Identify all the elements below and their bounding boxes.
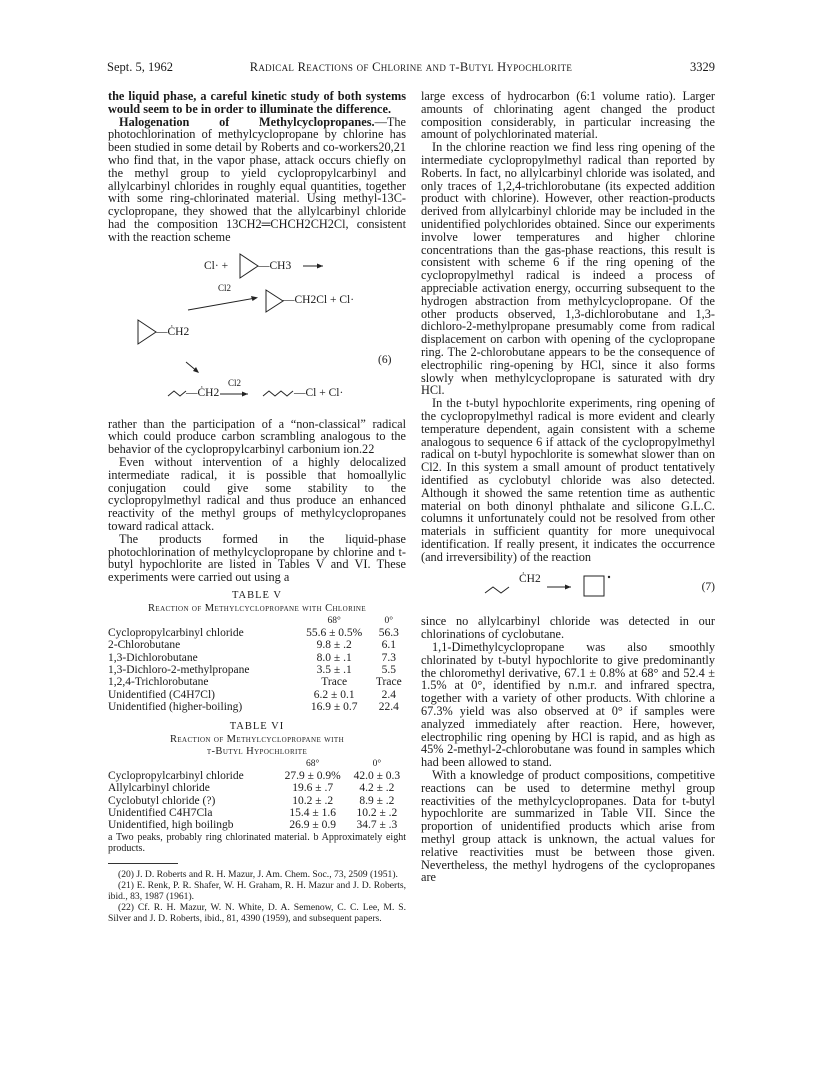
paragraph-chlorine-reaction: In the chlorine reaction we find less ring opening of the intermediate cyclopropylmethyl radical than reported by Roberts. In fact, no allylcarbinyl chloride was isolated, and only traces of 1,2,4-trichlorobutane (its expected addition product with chlorine). However, other reaction-products derived from allylcarbinyl chloride may be included in the unidentified polychlorides obtained. Since our experiments involve lower temperatures and higher chlorine concentrations than the gas-phase reactions, this result is consistent with scheme 6 if the ring opening of the cyclopropylmethyl radical is indeed a process of appreciable activation energy, occurring subsequent to the hydrogen abstraction from methylcyclopropane. Of the other products observed, 1,3-dichlorobutane and 1,3-dichloro-2-methylpropane presumably come from radical displacement on carbon with opening of the cyclopropane ring. The 2-chlorobutane appears to be the consequence of electrophilic ring-opening by HCl, since it also forms slowly when methylcyclopropane is saturated with dry HCl.: [421, 140, 715, 398]
scheme-product-chloride: —CH2Cl + Cl·: [283, 293, 355, 306]
table-6-footnote: a Two peaks, probably ring chlorinated material. b Approximately eight products.: [108, 831, 406, 855]
table-row: [108, 664, 406, 676]
cell-value: 27.9 ± 0.9%: [284, 770, 341, 783]
table-6-caption-line2: t-Butyl Hypochlorite: [206, 745, 308, 757]
section-heading: Halogenation of Methylcyclopropanes.: [119, 114, 375, 129]
header-title: Radical Reactions of Chlorine and t-Butyl Hypochlorite: [249, 60, 573, 74]
table-row: [108, 701, 406, 713]
table-6-title: TABLE VI: [229, 721, 285, 733]
table-row: [108, 627, 406, 639]
scheme-6-drawing: [108, 248, 406, 416]
table-row: [108, 689, 406, 701]
page-number: 3329: [690, 60, 715, 74]
right-column: [421, 90, 715, 884]
column-header: 68°: [306, 758, 320, 769]
paragraph-nonclassical: rather than the participation of a “non-classical” radical which could produce carbon scrambling analogous to the behavior of the cyclopropylcarbinyl carbonium ion.22: [108, 416, 406, 457]
column-header: 0°: [384, 615, 394, 626]
table-row: [108, 639, 406, 651]
references: [108, 863, 406, 924]
paragraph-halogenation: [108, 116, 406, 244]
cell-compound: 1,3-Dichloro-2-methylpropane: [108, 663, 250, 676]
paragraph-halogenation-text: —The photochlorination of methylcyclopropane by chlorine has been studied in some detail by Roberts and co-workers20,21 who find that, in the vapor phase, attack occurs chiefly on the methyl group to yield cyclopropylcarbinyl and allylcarbinyl chlorides in roughly equal quantities, together with some ring-chlorinated material. Using methyl-13C-cyclopropane, they showed that the allylcarbinyl chloride had the composition 13CH2═CHCH2CH2Cl, consistent with the reaction scheme: [108, 114, 406, 244]
left-column: [108, 90, 406, 924]
table-row: [108, 807, 406, 819]
cyclobutyl-ring-icon: [584, 576, 604, 596]
cell-value: 3.5 ± .1: [316, 663, 352, 676]
cell-compound: Allylcarbinyl chloride: [108, 782, 210, 795]
cell-value: 55.6 ± 0.5%: [306, 627, 363, 640]
cyclopropane-ring-icon: [266, 290, 283, 312]
cell-value: 4.2 ± .2: [359, 782, 395, 795]
paragraph-continued: the liquid phase, a careful kinetic study of both systems would seem to be in order to illuminate the difference.: [108, 89, 406, 116]
table-header-row: [108, 615, 406, 627]
cell-value: Trace: [321, 676, 348, 689]
reference-item: (22) Cf. R. H. Mazur, W. N. White, D. A. Semenow, C. C. Lee, M. S. Silver and J. D. Roberts, ibid., 81, 4390 (1959), and subsequent papers.: [108, 901, 406, 924]
paragraph-competitive: With a knowledge of product compositions, competitive reactions can be used to determine methyl group reactivities of the methylcyclopropanes. Data for t-butyl hypochlorite are summarized in Table VII. Since the proportion of unidentified products which arise from methyl group attack is unknown, the actual values for relative reactivities must be between those given. Nevertheless, the methyl hydrogens of the cyclopropanes are: [421, 768, 715, 885]
cell-value: 7.3: [381, 651, 396, 664]
cell-compound: Unidentified, high boilingb: [108, 819, 234, 832]
cell-compound: 1,3-Dichlorobutane: [108, 651, 198, 664]
paragraph-continued: large excess of hydrocarbon (6:1 volume ratio). Larger amounts of chlorinating agent changed the product composition considerably, in particular increasing the amount of polychlorinated material.: [421, 89, 715, 142]
table-row: [108, 819, 406, 831]
cell-value: 19.6 ± .7: [292, 782, 334, 795]
cell-value: 5.5: [381, 663, 396, 676]
table-row: [108, 652, 406, 664]
column-header: 68°: [327, 615, 341, 626]
table-5-title: TABLE V: [231, 589, 282, 601]
cell-value: 2.4: [381, 688, 396, 701]
scheme-methyl: —CH3: [258, 259, 292, 272]
cell-value: 6.1: [381, 639, 396, 652]
scheme-reactant-radical: Cl· +: [204, 259, 229, 272]
table-row: [108, 782, 406, 794]
cell-value: 22.4: [378, 700, 399, 713]
cell-compound: 2-Chlorobutane: [108, 639, 181, 652]
equation-number: (7): [701, 581, 715, 594]
cyclopropane-ring-icon: [138, 320, 156, 344]
paragraph-products: The products formed in the liquid-phase photochlorination of methylcyclopropane by chlorine and t-butyl hypochlorite are listed in Tables V and VI. These experiments were carried out using a: [108, 531, 406, 585]
equation-number: (6): [378, 353, 392, 366]
cell-value: 42.0 ± 0.3: [353, 770, 401, 783]
reference-item: (21) E. Renk, P. R. Shafer, W. H. Graham, R. H. Mazur and J. D. Roberts, ibid., 83, 1987 (1961).: [108, 879, 406, 902]
reaction-equation-7: [421, 567, 715, 611]
butenyl-chain-icon: [168, 391, 186, 396]
table-header-row: [108, 758, 406, 770]
table-6-caption: Reaction of Methylcyclopropane with: [169, 733, 345, 745]
cell-compound: Unidentified (higher-boiling): [108, 700, 243, 713]
reaction-scheme-6: [108, 248, 406, 416]
cell-value: 56.3: [378, 627, 399, 640]
table-row: [108, 770, 406, 782]
cell-value: 6.2 ± 0.1: [313, 688, 355, 701]
scheme-radical: —ĊH2: [156, 325, 190, 338]
cyclopropane-ring-icon: [240, 254, 258, 278]
footnote-divider: [108, 863, 178, 864]
scheme-reagent-cl2: Cl2: [218, 282, 232, 293]
table-6: [108, 758, 406, 832]
cell-compound: Cyclobutyl chloride (?): [108, 794, 216, 807]
equation-7-radical: ĊH2: [519, 573, 541, 586]
cell-value: 8.9 ± .2: [359, 794, 395, 807]
cell-value: Trace: [375, 676, 402, 689]
table-row: [108, 676, 406, 688]
cell-value: 34.7 ± .3: [356, 819, 398, 832]
cell-compound: Unidentified (C4H7Cl): [108, 688, 215, 701]
scheme-final-product: —Cl + Cl·: [294, 386, 344, 399]
cell-value: 8.0 ± .1: [316, 651, 352, 664]
running-header: [107, 60, 715, 76]
butenyl-chain-icon: [485, 587, 509, 593]
scheme-open-radical: —ĊH2: [186, 386, 220, 399]
cell-value: 9.8 ± .2: [316, 639, 352, 652]
cell-value: 26.9 ± 0.9: [289, 819, 336, 832]
column-header: 0°: [372, 758, 382, 769]
reference-item: (20) J. D. Roberts and R. H. Mazur, J. Am. Chem. Soc., 73, 2509 (1951).: [118, 868, 398, 880]
cell-value: 10.2 ± .2: [356, 807, 398, 820]
table-row: [108, 795, 406, 807]
cell-compound: Unidentified C4H7Cla: [108, 807, 213, 820]
butenyl-chain-icon: [263, 391, 293, 396]
cell-compound: Cyclopropylcarbinyl chloride: [108, 627, 244, 640]
table-5: [108, 615, 406, 713]
cell-value: 16.9 ± 0.7: [310, 700, 358, 713]
paragraph-homoallylic: Even without intervention of a highly delocalized intermediate radical, it is possible that homoallylic conjugation could give some stability to the cyclopropylmethyl radical and thus produce an enhanced reactivity of the methyl groups of methylcyclopropanes toward radical attack.: [108, 454, 406, 533]
scheme-reagent-cl2: Cl2: [228, 377, 242, 388]
paragraph-hypochlorite: In the t-butyl hypochlorite experiments, ring opening of the cyclopropylmethyl radical is more evident and clearly temperature dependent, again consistent with a scheme analogous to sequence 6 if attack of the cyclopropylmethyl radical on t-butyl hypochlorite is somewhat slower than on Cl2. In this system a small amount of product tentatively identified as cyclobutyl chloride was also detected. Although it showed the same retention time as authentic material on both dinonyl phthalate and silicone G.L.C. columns it unfortunately could not be resolved from other materials in sufficient quantity for more unequivocal identification. If really present, it indicates the occurrence (and irreversibility) of the reaction: [421, 396, 715, 564]
cell-value: 15.4 ± 1.6: [289, 807, 336, 820]
paragraph-no-allylcarbinyl: since no allylcarbinyl chloride was detected in our chlorinations of cyclobutane.: [421, 614, 715, 642]
header-date: Sept. 5, 1962: [107, 60, 173, 74]
paragraph-dimethylcyclopropane: 1,1-Dimethylcyclopropane was also smoothly chlorinated by t-butyl hypochlorite to give predominantly the chloromethyl derivative, 67.1 ± 0.8% at 68° and 52.4 ± 1.5% at 0°, identified by n.m.r. and infrared spectra, together with a variety of other products. With chlorine a 67.3% yield was also observed at 0° if samples were analyzed immediately after reaction. Here, however, electrophilic ring opening by HCl is rapid, and as high as 45% 2-methyl-2-chlorobutane was found in samples which had been allowed to stand.: [421, 640, 715, 770]
cell-value: 10.2 ± .2: [292, 794, 334, 807]
table-5-caption: Reaction of Methylcyclopropane with Chlorine: [147, 602, 366, 614]
cell-compound: Cyclopropylcarbinyl chloride: [108, 770, 244, 783]
cell-compound: 1,2,4-Trichlorobutane: [108, 676, 209, 689]
